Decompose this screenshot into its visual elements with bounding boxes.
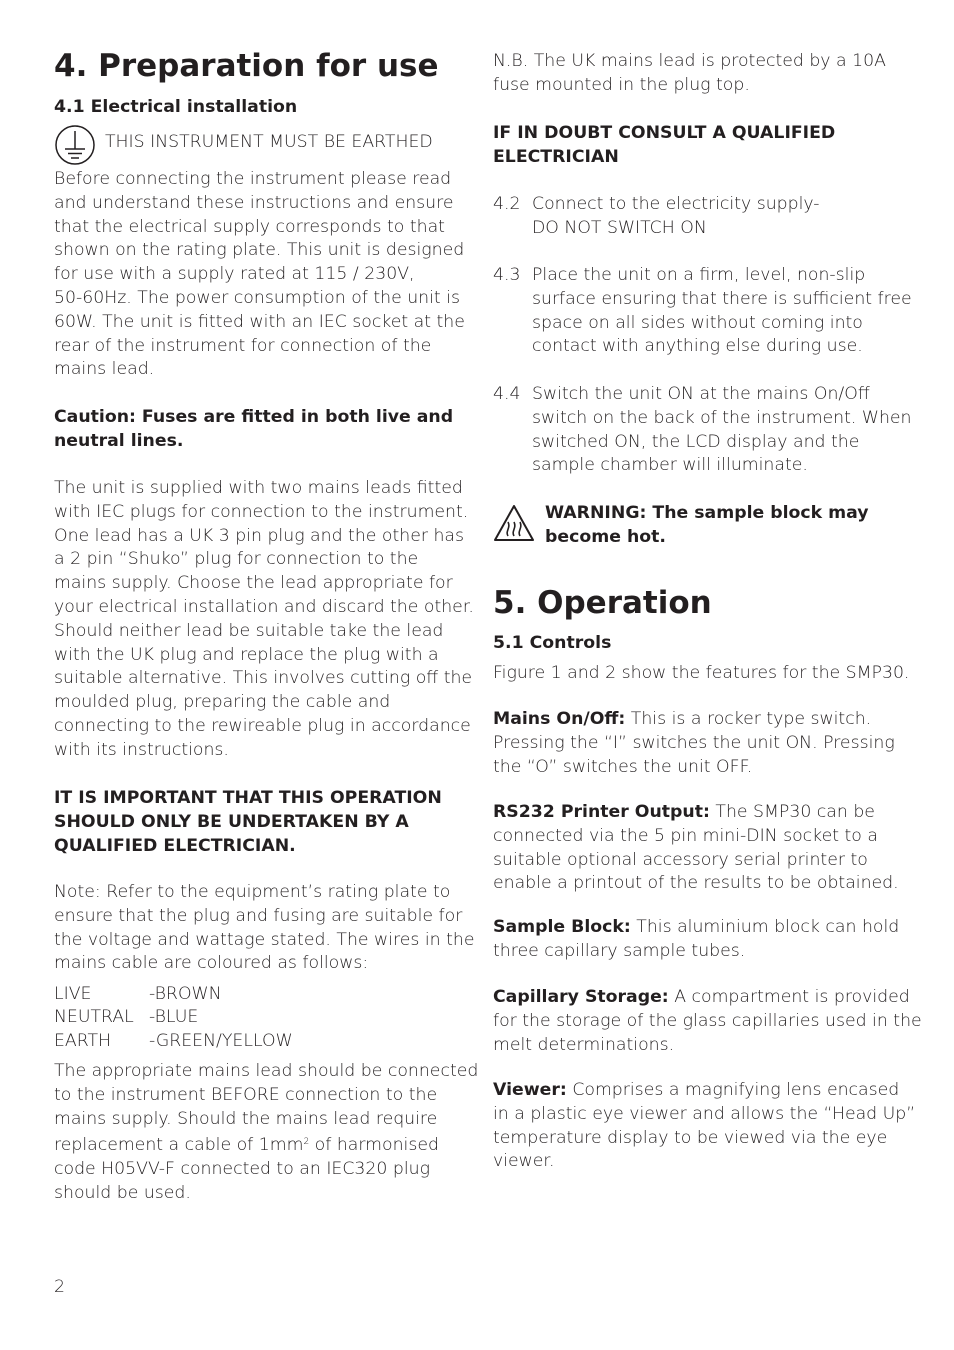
earth-warning-text: THIS INSTRUMENT MUST BE EARTHED [105, 132, 433, 152]
para-mains-lead-connection: The appropriate mains lead should be connected to the instrument BEFORE connection to the mains supply. Should the mains lead require replacement a cable of $1mm^2$ of harmonised code H05VV-F connected to an IEC320 plug should be used. [54, 1061, 479, 1203]
warning-hot-block: WARNING: The sample block may become hot. [545, 503, 869, 547]
wire-colour-earth: EARTH -GREEN/YELLOW [54, 1031, 293, 1051]
control-sample-block: Sample Block: This aluminium block can hold three capillary sample tubes. [493, 917, 900, 961]
important-qualified-electrician: IT IS IMPORTANT THAT THIS OPERATION SHOULD ONLY BE UNDERTAKEN BY A QUALIFIED ELECTRICIAN. [54, 788, 442, 856]
caution-fuses: Caution: Fuses are fitted in both live and neutral lines. [54, 407, 454, 451]
earth-symbol-icon [54, 125, 96, 169]
hot-surface-warning-icon [493, 503, 535, 547]
page-number: 2 [54, 1277, 65, 1297]
control-mains-on-off: Mains On/Off: This is a rocker type switch. Pressing the “I” switches the unit ON. Pressing the “O” switches the unit OFF. [493, 709, 895, 777]
note-rating-plate: Note: Refer to the equipment’s rating plate to ensure that the plug and fusing are suitable for the voltage and wattage stated. The wires in the mains cable are coloured as follows: [54, 882, 475, 974]
para-mains-leads: The unit is supplied with two mains leads fitted with IEC plugs for connection to the instrument. One lead has a UK 3 pin plug and the other has a 2 pin “Shuko” plug for connection to the mains supply. Choose the lead appropriate for your electrical installation and discard the other. Should neither lead be suitable take the lead with the UK plug and replace the plug with a suitable alternative. This involves cutting off the moulded plug, preparing the cable and connecting to the rewireable plug in accordance with its instructions. [54, 478, 474, 760]
if-in-doubt-notice: IF IN DOUBT CONSULT A QUALIFIED ELECTRICIAN [493, 123, 836, 167]
control-rs232-printer-output: RS232 Printer Output: The SMP30 can be connected via the 5 pin mini-DIN socket to a suitable optional accessory serial printer to enable a printout of the results to be obtained. [493, 802, 899, 894]
controls-intro: Figure 1 and 2 show the features for the SMP30. [493, 663, 910, 683]
section-5-heading: 5. Operation [493, 585, 712, 621]
para-electrical-supply: Before connecting the instrument please read and understand these instructions and ensure that the electrical supply corresponds to that shown on the rating plate. This unit is designed for use with a supply rated at 115 / 230V, 50-60Hz. The power consumption of the unit is 60W. The unit is fitted with an IEC socket at the rear of the instrument for connection of the mains lead. [54, 169, 465, 380]
nb-fuse-note: N.B. The UK mains lead is protected by a 10A fuse mounted in the plug top. [493, 51, 886, 95]
control-capillary-storage: Capillary Storage: A compartment is provided for the storage of the glass capillaries used in the melt determinations. [493, 987, 922, 1055]
wire-colour-neutral: NEUTRAL -BLUE [54, 1007, 199, 1027]
control-viewer: Viewer: Comprises a magnifying lens encased in a plastic eye viewer and allows the “Head Up” temperature display to be viewed via the eye viewer. [493, 1080, 916, 1172]
section-4-heading: 4. Preparation for use [54, 48, 439, 84]
subsection-4-1-heading: 4.1 Electrical installation [54, 97, 298, 117]
wire-colour-live: LIVE -BROWN [54, 984, 222, 1004]
subsection-5-1-heading: 5.1 Controls [493, 633, 612, 653]
